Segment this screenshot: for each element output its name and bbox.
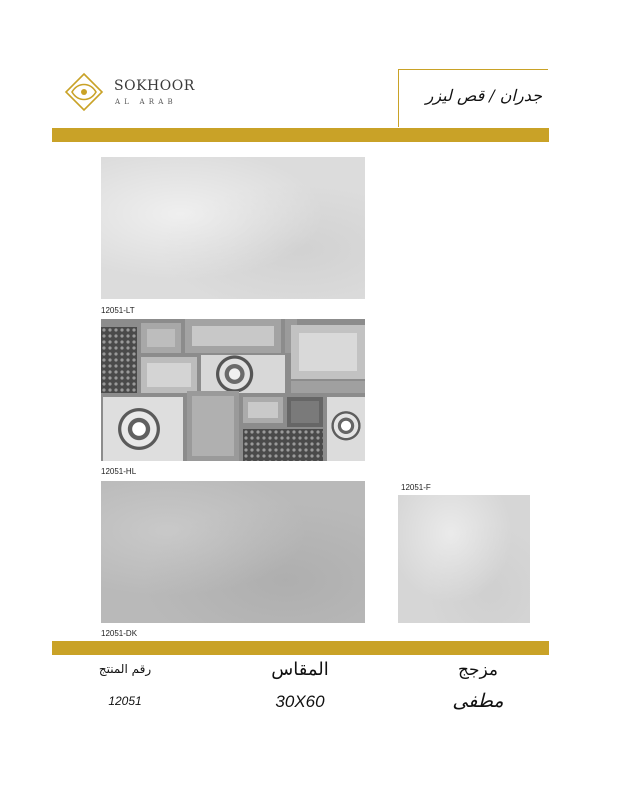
brand-logo xyxy=(62,70,222,120)
tile-code-floor: 12051-F xyxy=(401,483,431,492)
product-number-label: رقم المنتج xyxy=(98,662,152,676)
size-value: 30X60 xyxy=(275,692,325,711)
page-title: جدران / قص ليزر xyxy=(425,86,542,105)
tile-code-decor: 12051-HL xyxy=(101,467,137,476)
finish-value: مطفى xyxy=(452,690,504,712)
logo-emblem-icon xyxy=(62,70,106,114)
tile-image-light xyxy=(101,157,365,299)
finish-label: مزجج xyxy=(458,660,498,680)
size-label: المقاس xyxy=(271,659,329,680)
brand-subtitle: AL ARAB xyxy=(115,98,177,106)
tile-code-light: 12051-LT xyxy=(101,306,135,315)
bottom-divider-bar xyxy=(52,641,549,655)
tile-image-floor xyxy=(398,495,530,623)
brand-name: SOKHOOR xyxy=(114,78,195,94)
top-divider-bar xyxy=(52,128,549,142)
page-title-box xyxy=(398,69,548,127)
tile-image-decor xyxy=(101,319,365,461)
product-number-value: 12051 xyxy=(108,694,142,708)
tile-code-dark: 12051-DK xyxy=(101,629,138,638)
tile-image-dark xyxy=(101,481,365,623)
